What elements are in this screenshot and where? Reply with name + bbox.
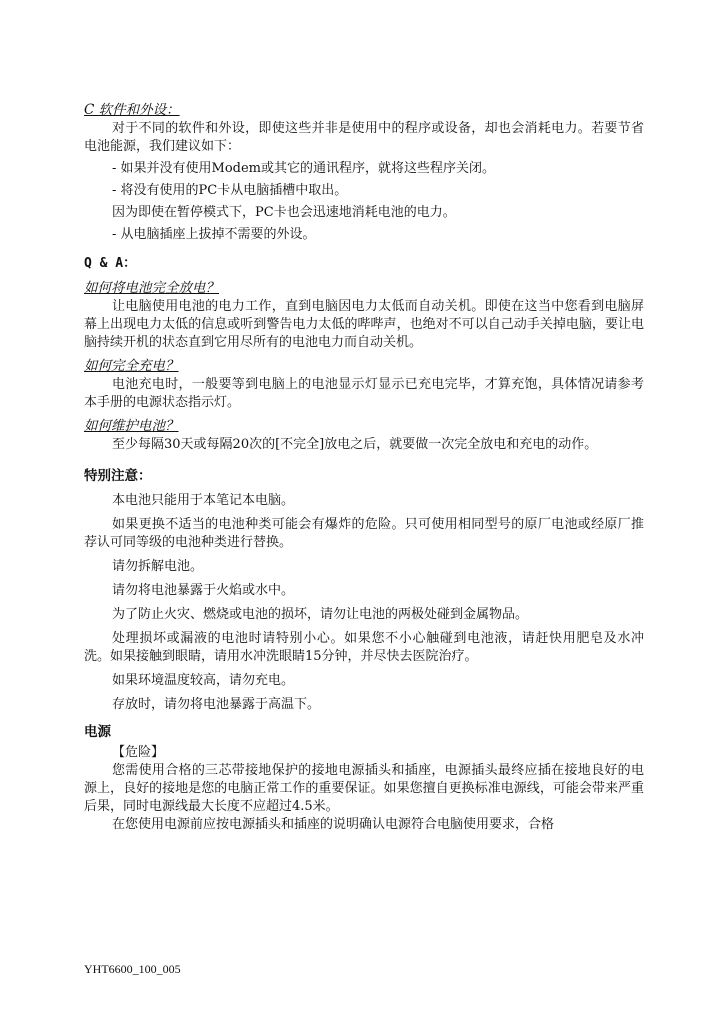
notice-item: 如果更换不适当的电池种类可能会有爆炸的危险。只可使用相同型号的原厂电池或经原厂推荐认可同等级的电池种类进行替换。: [84, 517, 644, 550]
section-c-intro: 对于不同的软件和外设，即使这些并非是使用中的程序或设备，却也会消耗电力。若要节省电池能源，我们建议如下：: [84, 121, 644, 154]
q2-title: 如何完全充电？: [84, 358, 179, 374]
q1-answer: 让电脑使用电池的电力工作，直到电脑因电力太低而自动关机。即使在这当中您看到电脑屏幕上出现电力太低的信息或听到警告电力太低的哔哔声，也绝对不可以自己动手关掉电脑，要让电脑持续开机的状态直到它用尽所有的电池电力而自动关机。: [84, 299, 644, 350]
footer-code: YHT6600_100_005: [84, 962, 181, 976]
notice-item: 本电池只能用于本笔记本电脑。: [112, 493, 295, 508]
notice-item: 如果环境温度较高，请勿充电。: [112, 673, 295, 688]
section-c-item: 因为即使在暂停模式下，PC卡也会迅速地消耗电池的电力。: [112, 205, 456, 220]
section-c-item: - 如果并没有使用Modem或其它的通讯程序，就将这些程序关闭。: [112, 161, 496, 176]
power-heading: 电源: [84, 724, 111, 740]
notice-item: 处理损坏或漏液的电池时请特别小心。如果您不小心触碰到电池液，请赶快用肥皂及水冲洗。如果接触到眼睛，请用水冲洗眼睛15分钟，并尽快去医院治疗。: [84, 631, 644, 664]
section-c-heading: C 软件和外设：: [84, 102, 180, 118]
power-paragraph: 您需使用合格的三芯带接地保护的接地电源插头和插座，电源插头最终应插在接地良好的电源上，良好的接地是您的电脑正常工作的重要保证。如果您擅自更换标准电源线，可能会带来严重后果，同时电源线最大长度不应超过4.5米。: [84, 763, 644, 814]
qa-label: Q & A：: [84, 256, 137, 271]
q3-answer: 至少每隔30天或每隔20次的[不完全]放电之后，就要做一次完全放电和充电的动作。: [112, 437, 598, 452]
notice-heading: 特别注意：: [84, 468, 152, 484]
section-c-item: - 将没有使用的PC卡从电脑插槽中取出。: [112, 183, 348, 198]
section-c-item: - 从电脑插座上拔掉不需要的外设。: [112, 227, 316, 242]
q2-answer: 电池充电时，一般要等到电脑上的电池显示灯显示已充电完毕，才算充饱，具体情况请参考本手册的电源状态指示灯。: [84, 377, 644, 410]
notice-item: 存放时，请勿将电池暴露于高温下。: [112, 697, 321, 712]
q1-title: 如何将电池完全放电？: [84, 280, 219, 296]
notice-item: 请勿将电池暴露于火焰或水中。: [112, 583, 295, 598]
document-page: [84, 100, 644, 834]
notice-item: 为了防止火灾、燃烧或电池的损坏，请勿让电池的两极处碰到金属物品。: [112, 607, 529, 622]
q3-title: 如何维护电池？: [84, 418, 179, 434]
power-paragraph: 在您使用电源前应按电源插头和插座的说明确认电源符合电脑使用要求，合格: [112, 817, 555, 832]
danger-label: 【危险】: [112, 745, 165, 760]
notice-item: 请勿拆解电池。: [112, 559, 204, 574]
